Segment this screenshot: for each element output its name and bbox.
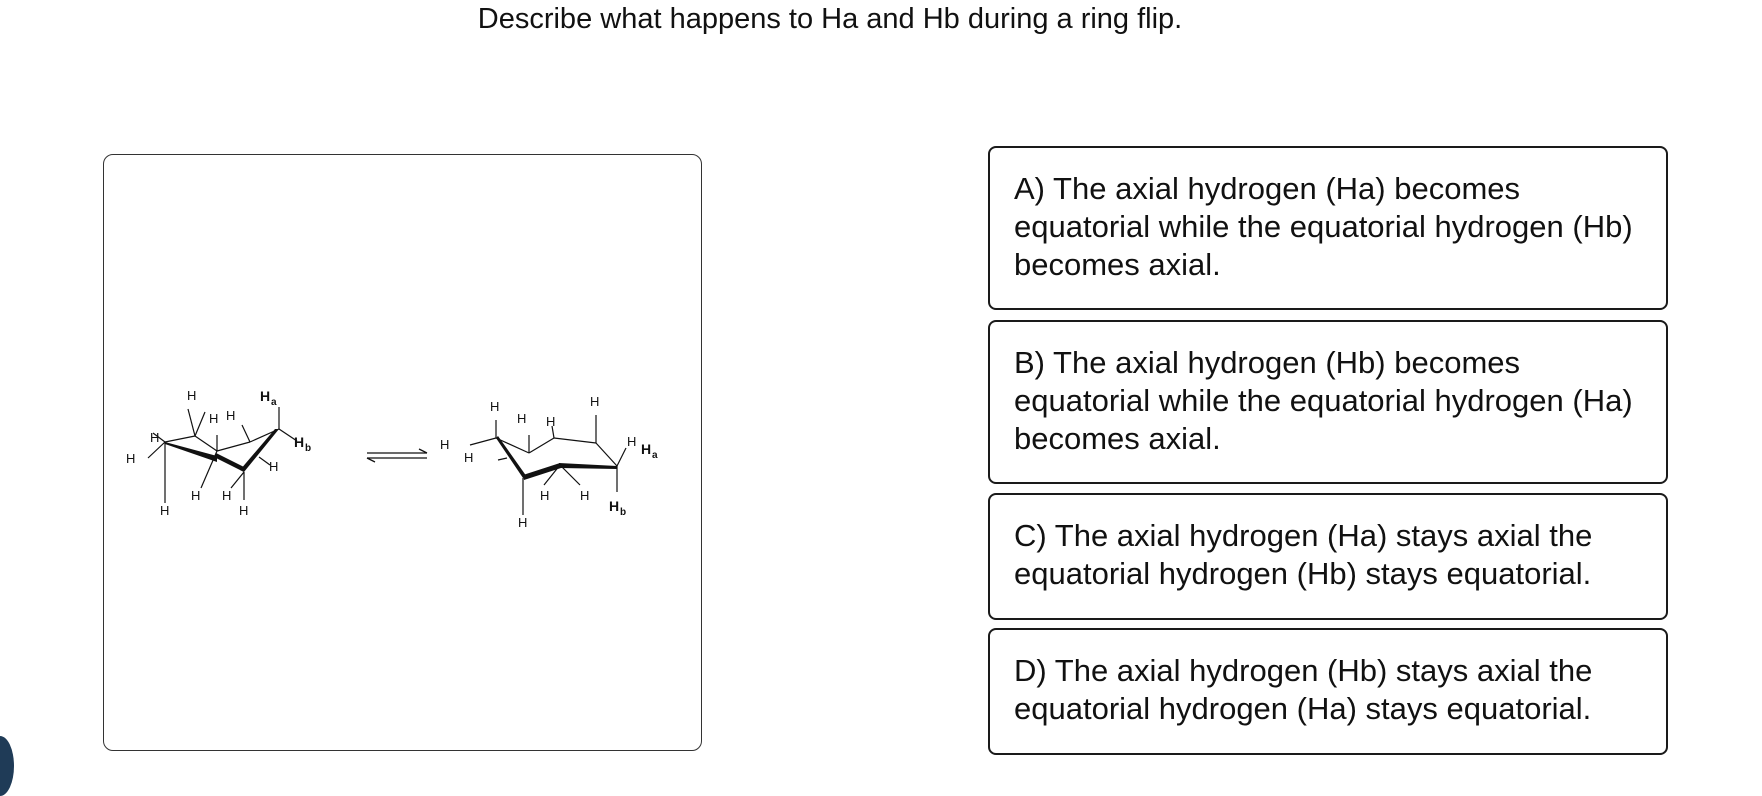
choice-a[interactable]: A) The axial hydrogen (Ha) becomes equatorial while the equatorial hydrogen (Hb) becomes axial. [988, 146, 1668, 310]
h-label: H [540, 488, 550, 503]
h-label: H [269, 459, 279, 474]
h-label: H [126, 451, 136, 466]
h-label: H [580, 488, 590, 503]
h-label: H [226, 408, 236, 423]
hb-label: H [609, 498, 620, 514]
right-chair-labels [440, 394, 658, 530]
ha-subscript: a [652, 450, 658, 461]
h-label: H [222, 488, 232, 503]
h-label: H [160, 503, 170, 518]
h-label: H [546, 414, 556, 429]
ha-label: H [641, 441, 652, 457]
ring-flip-figure [103, 154, 702, 751]
choice-b[interactable]: B) The axial hydrogen (Hb) becomes equatorial while the equatorial hydrogen (Ha) becomes axial. [988, 320, 1668, 484]
ha-label: H [260, 388, 271, 404]
h-label: H [627, 434, 637, 449]
h-label: H [150, 430, 160, 445]
h-label: H [440, 437, 450, 452]
question-text: Describe what happens to Ha and Hb during a ring flip. [477, 3, 1183, 35]
h-label: H [191, 488, 201, 503]
h-label: H [590, 394, 600, 409]
corner-widget[interactable] [0, 736, 14, 796]
choice-c[interactable]: C) The axial hydrogen (Ha) stays axial the equatorial hydrogen (Hb) stays equatorial. [988, 493, 1668, 620]
h-label: H [209, 411, 219, 426]
choice-d[interactable]: D) The axial hydrogen (Hb) stays axial the equatorial hydrogen (Ha) stays equatorial. [988, 628, 1668, 755]
equilibrium-arrows [367, 449, 427, 462]
h-label: H [239, 503, 249, 518]
h-label: H [518, 515, 528, 530]
ha-subscript: a [271, 397, 277, 408]
hb-subscript: b [620, 507, 627, 518]
hb-subscript: b [305, 443, 312, 454]
h-label: H [464, 450, 474, 465]
ring-flip-diagram [104, 155, 703, 752]
hb-label: H [294, 434, 305, 450]
h-label: H [517, 411, 527, 426]
h-label: H [187, 388, 197, 403]
h-label: H [490, 399, 500, 414]
